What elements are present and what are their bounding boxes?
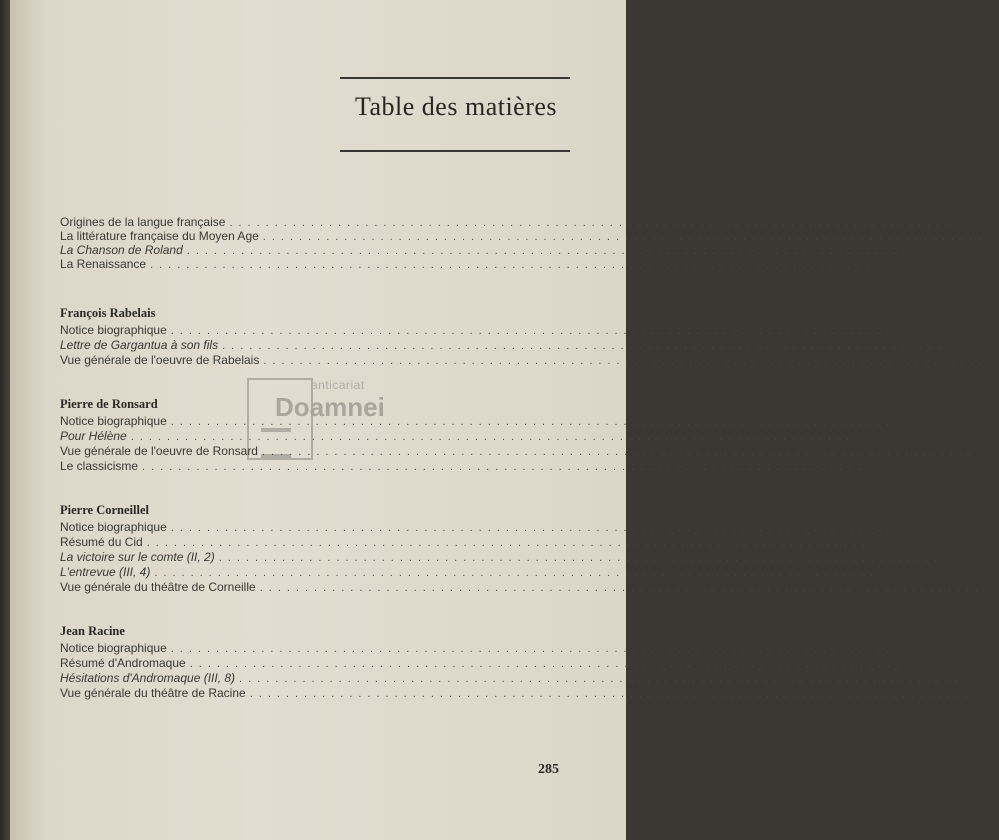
- section-author-heading: Jean Racine: [60, 624, 125, 638]
- toc-entry: [60, 550, 955, 565]
- toc-entry-page: 78: [895, 643, 907, 655]
- toc-entry: [60, 444, 998, 459]
- section-author-heading: Pierre de Ronsard: [60, 397, 158, 411]
- toc-entry-page: 57: [895, 522, 907, 534]
- dot-leader: ................................................................................: [150, 259, 875, 271]
- toc-entry-label: Résumé du Cid: [60, 535, 143, 549]
- dot-leader: ................................................................................: [170, 643, 896, 655]
- dot-leader: ................................................................................: [170, 325, 896, 337]
- dot-leader: ................................................................................: [229, 217, 954, 229]
- toc-section: [60, 623, 986, 701]
- toc-entry: [60, 323, 907, 338]
- toc-entry-label: Vue générale du théâtre de Corneille: [60, 580, 256, 594]
- toc-entry-label: La victoire sur le comte (II, 2): [60, 550, 215, 564]
- toc-entry-label: Hésitations d'Andromaque (III, 8): [60, 671, 236, 685]
- page-number: 285: [538, 762, 559, 777]
- table-of-contents: [60, 215, 999, 729]
- toc-section: [60, 396, 998, 474]
- toc-entry-label: La littérature française du Moyen Age: [60, 229, 259, 243]
- toc-entry-label: La Chanson de Roland: [60, 243, 183, 257]
- dot-leader: ................................................................................: [249, 688, 975, 700]
- toc-entry-page: 43: [895, 416, 907, 428]
- dot-leader: ................................................................................: [222, 340, 947, 352]
- toc-entry-label: Notice biographique: [60, 641, 167, 655]
- dot-leader: ................................................................................: [189, 658, 915, 670]
- dot-leader: ................................................................................: [218, 552, 944, 564]
- toc-entry: [60, 580, 996, 595]
- dot-leader: ................................................................................: [130, 431, 856, 443]
- toc-entry: [60, 520, 907, 535]
- toc-entry: [60, 257, 887, 271]
- toc-entry: [60, 686, 986, 701]
- toc-entry-label: La Renaissance: [60, 257, 147, 271]
- toc-section: [60, 305, 999, 368]
- dot-leader: ................................................................................: [262, 231, 988, 243]
- toc-entry-label: Notice biographique: [60, 520, 167, 534]
- toc-entry-page: 37: [987, 355, 999, 367]
- dot-leader: ................................................................................: [239, 673, 964, 685]
- toc-entry-label: L'entrevue (III, 4): [60, 565, 151, 579]
- dot-leader: ................................................................................: [170, 416, 896, 428]
- toc-entry-page: 23: [874, 259, 887, 271]
- toc-entry: [60, 414, 907, 429]
- toc-entry: [60, 215, 960, 229]
- toc-entry-label: Notice biographique: [60, 323, 167, 337]
- toc-entry-page: 32: [946, 340, 959, 352]
- toc-entry: [60, 535, 883, 550]
- toc-entry-label: Vue générale de l'oeuvre de Rabelais: [60, 353, 260, 367]
- toc-entry-label: Le classicisme: [60, 459, 139, 473]
- title-bottom-rule: [340, 150, 570, 152]
- toc-entry: [60, 429, 867, 444]
- toc-entry-page: 15: [911, 245, 923, 257]
- watermark-small-text: anticariat: [311, 378, 365, 392]
- section-author-heading: Pierre Corneillel: [60, 503, 149, 517]
- toc-section: [60, 215, 994, 271]
- toc-entry: [60, 459, 879, 474]
- dot-leader: ................................................................................: [261, 446, 987, 458]
- toc-entry: [60, 656, 926, 671]
- toc-entry: [60, 243, 923, 257]
- dot-leader: ................................................................................: [154, 567, 879, 579]
- toc-entry-page: 69: [878, 567, 891, 579]
- toc-entry-label: Résumé d'Andromaque: [60, 656, 186, 670]
- dot-leader: ................................................................................: [263, 355, 988, 367]
- toc-entry: [60, 671, 976, 686]
- dot-leader: ................................................................................: [146, 537, 872, 549]
- toc-entry-label: Vue générale de l'oeuvre de Ronsard: [60, 444, 258, 458]
- toc-section: [60, 502, 996, 595]
- toc-entry-page: 59: [871, 537, 883, 549]
- toc-entry: [60, 641, 907, 656]
- toc-entry-page: 51: [866, 461, 879, 473]
- toc-entry: [60, 353, 999, 368]
- toc-entry-label: Lettre de Gargantua à son fils: [60, 338, 219, 352]
- toc-entry-page: 3: [953, 217, 960, 229]
- toc-entry-label: Origines de la langue française: [60, 215, 226, 229]
- section-author-heading: François Rabelais: [60, 306, 156, 320]
- page-title: Table des matières: [354, 92, 558, 121]
- dot-leader: ................................................................................: [186, 245, 912, 257]
- toc-entry-page: 79: [914, 658, 926, 670]
- dot-leader: ................................................................................: [142, 461, 867, 473]
- title-top-rule: [340, 77, 570, 79]
- toc-entry-page: 44: [855, 431, 867, 443]
- watermark-big-text: Doamnei: [275, 392, 385, 422]
- toc-entry-page: 30: [895, 325, 907, 337]
- toc-entry-label: Pour Hélène: [60, 429, 127, 443]
- book-spine-shadow: [0, 0, 10, 840]
- toc-entry: [60, 565, 891, 580]
- toc-entry-label: Vue générale du théâtre de Racine: [60, 686, 246, 700]
- book-page: [10, 0, 999, 840]
- dot-leader: ................................................................................: [259, 582, 985, 594]
- toc-entry: [60, 338, 959, 353]
- toc-entry-page: 8: [987, 231, 994, 243]
- toc-entry-page: 75: [984, 582, 996, 594]
- dot-leader: ................................................................................: [170, 522, 896, 534]
- toc-entry-label: Notice biographique: [60, 414, 167, 428]
- toc-entry-page: 48: [986, 446, 998, 458]
- toc-entry-page: 61: [943, 552, 955, 564]
- toc-entry-page: 90: [974, 688, 986, 700]
- toc-entry-page: 83: [963, 673, 976, 685]
- toc-entry: [60, 229, 994, 243]
